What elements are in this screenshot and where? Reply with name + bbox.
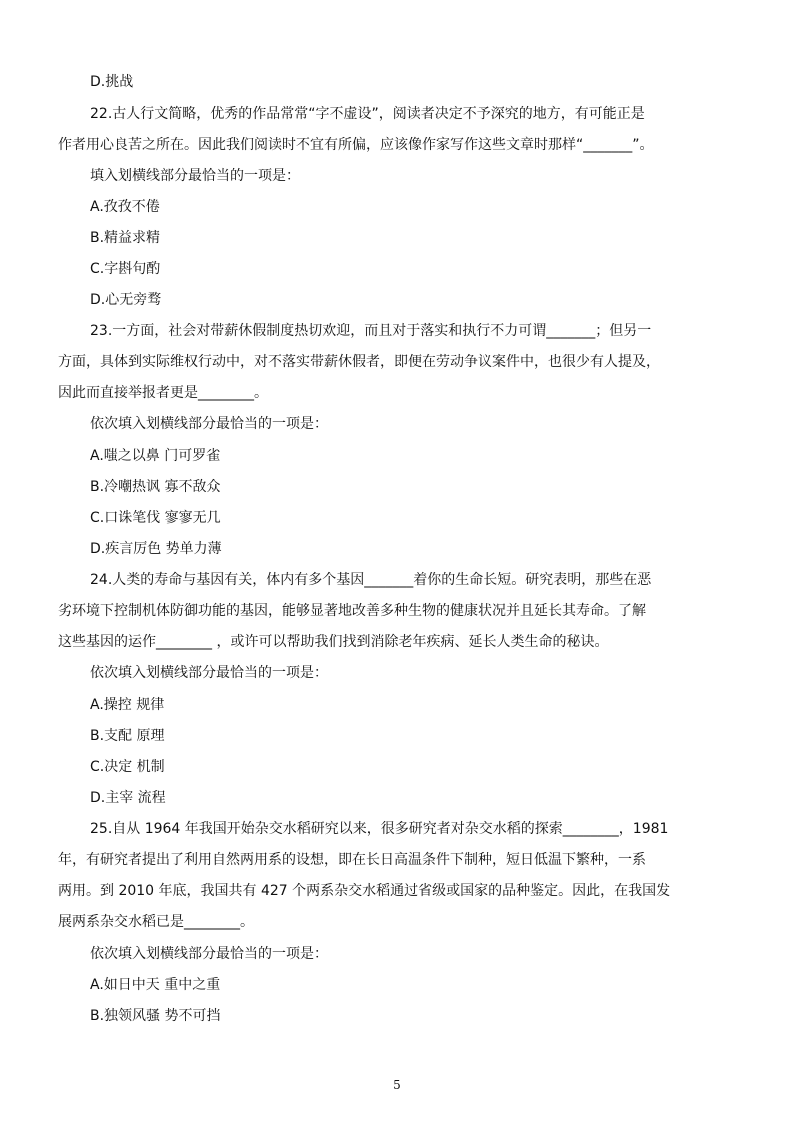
option-b-25: B.独领风骚 势不可挡 — [90, 1008, 221, 1024]
question-24-line-2: 劣环境下控制机体防御功能的基因，能够显著地改善多种生物的健康状况并且延长其寿命。了解 — [58, 603, 646, 619]
question-22-line-1: 22.古人行文简略，优秀的作品常常“字不虚设”，阅读者决定不予深究的地方，有可能正是 — [90, 106, 645, 122]
instruction-24: 依次填入划横线部分最恰当的一项是： — [90, 665, 328, 681]
option-c-24: C.决定 机制 — [90, 759, 165, 775]
option-a-22: A.孜孜不倦 — [90, 199, 160, 215]
instruction-25: 依次填入划横线部分最恰当的一项是： — [90, 946, 328, 962]
question-25-line-3: 两用。到 2010 年底，我国共有 427 个两系杂交水稻通过省级或国家的品种鉴定。因此，在我国发 — [58, 883, 671, 899]
question-24-line-1: 24.人类的寿命与基因有关，体内有多个基因_______着你的生命长短。研究表明，那些在恶 — [90, 572, 652, 588]
question-23-line-2: 方面，具体到实际维权行动中，对不落实带薪休假者，即便在劳动争议案件中，也很少有人提及， — [58, 354, 660, 370]
option-d-22: D.心无旁骛 — [90, 292, 162, 308]
question-25-line-2: 年，有研究者提出了利用自然两用系的设想，即在长日高温条件下制种，短日低温下繁种，一系 — [58, 852, 646, 868]
question-24-line-3: 这些基因的运作________ ，或许可以帮助我们找到消除老年疾病、延长人类生命的秘诀。 — [58, 634, 609, 650]
option-a-25: A.如日中天 重中之重 — [90, 977, 221, 993]
page-number: 5 — [393, 1078, 401, 1092]
question-23-line-1: 23.一方面，社会对带薪休假制度热切欢迎，而且对于落实和执行不力可谓_______；但另一 — [90, 323, 652, 339]
option-b-22: B.精益求精 — [90, 230, 161, 246]
option-b-23: B.冷嘲热讽 寡不敌众 — [90, 479, 221, 495]
option-d-24: D.主宰 流程 — [90, 790, 166, 806]
option-d-21: D.挑战 — [90, 74, 134, 90]
question-22-line-2: 作者用心良苦之所在。因此我们阅读时不宜有所偏，应该像作家写作这些文章时那样“_______”。 — [58, 137, 654, 153]
option-a-24: A.操控 规律 — [90, 697, 165, 713]
instruction-23: 依次填入划横线部分最恰当的一项是： — [90, 416, 328, 432]
option-b-24: B.支配 原理 — [90, 728, 165, 744]
option-c-23: C.口诛笔伐 寥寥无几 — [90, 510, 221, 526]
question-25-line-4: 展两系杂交水稻已是________。 — [58, 914, 254, 930]
question-23-line-3: 因此而直接举报者更是________。 — [58, 385, 268, 401]
option-c-22: C.字斟句酌 — [90, 261, 161, 277]
question-25-line-1: 25.自从 1964 年我国开始杂交水稻研究以来，很多研究者对杂交水稻的探索________，1981 — [90, 821, 669, 837]
option-a-23: A.嗤之以鼻 门可罗雀 — [90, 448, 221, 464]
instruction-22: 填入划横线部分最恰当的一项是： — [90, 168, 300, 184]
option-d-23: D.疾言厉色 势单力薄 — [90, 541, 222, 557]
